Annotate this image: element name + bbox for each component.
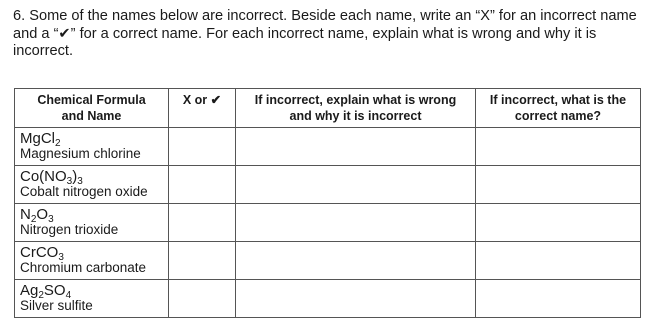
compound-name: Magnesium chlorine	[20, 146, 141, 161]
explain-cell[interactable]	[236, 204, 476, 242]
formula-subscript: 3	[58, 252, 64, 263]
formula-subscript: 4	[65, 290, 72, 301]
explain-cell[interactable]	[236, 128, 476, 166]
mark-cell[interactable]	[169, 128, 236, 166]
mark-cell[interactable]	[169, 242, 236, 280]
table-row	[15, 204, 641, 242]
formula-text: N	[20, 206, 31, 223]
formula-subscript: 3	[77, 176, 83, 187]
correct-name-cell[interactable]	[476, 242, 641, 280]
compound-name: Cobalt nitrogen oxide	[20, 184, 148, 199]
formula-name-cell	[15, 204, 169, 242]
formula-text: O	[36, 206, 49, 223]
header-mark-label: X or ✔	[182, 93, 222, 107]
explain-cell[interactable]	[236, 242, 476, 280]
mark-cell[interactable]	[169, 280, 236, 318]
question-text: 6. Some of the names below are incorrect. Beside each name, write an “X” for an incorrect name and a “✔” for a correct name. For each incorrect name, explain what is wrong and why it is incorrect.	[13, 8, 637, 59]
chemical-formula	[15, 242, 168, 261]
table-row	[15, 128, 641, 166]
explain-cell[interactable]	[236, 166, 476, 204]
formula-text: Co(NO	[20, 168, 67, 185]
explain-cell[interactable]	[236, 280, 476, 318]
header-correct	[476, 89, 641, 128]
table-row	[15, 166, 641, 204]
formula-subscript: 3	[48, 214, 54, 225]
table-row	[15, 280, 641, 318]
formula-name-cell	[15, 242, 169, 280]
header-correct-line1: If incorrect, what is the	[489, 93, 627, 107]
correct-name-cell[interactable]	[476, 128, 641, 166]
formula-text: CrCO	[20, 244, 59, 261]
chemical-formula	[15, 280, 168, 299]
header-formula-name-line2: and Name	[61, 109, 122, 123]
chemical-formula	[15, 166, 168, 185]
formula-subscript: 2	[38, 290, 44, 301]
table-row	[15, 242, 641, 280]
header-explain	[236, 89, 476, 128]
formula-name-cell	[15, 128, 169, 166]
compound-name: Nitrogen trioxide	[20, 222, 119, 237]
header-row	[15, 89, 641, 128]
formula-text: Ag	[20, 282, 39, 299]
formula-text: MgCl	[20, 130, 56, 147]
formula-text: )	[72, 168, 78, 185]
compound-name: Silver sulfite	[20, 298, 93, 313]
correct-name-cell[interactable]	[476, 204, 641, 242]
header-explain-line2: and why it is incorrect	[289, 109, 422, 123]
chemical-formula	[15, 128, 168, 147]
answer-table	[14, 88, 641, 318]
mark-cell[interactable]	[169, 204, 236, 242]
mark-cell[interactable]	[169, 166, 236, 204]
header-formula-name-line1: Chemical Formula	[37, 93, 146, 107]
formula-subscript: 2	[55, 138, 61, 149]
header-explain-line1: If incorrect, explain what is wrong	[254, 93, 457, 107]
formula-name-cell	[15, 280, 169, 318]
header-mark	[169, 89, 236, 128]
formula-subscript: 2	[30, 214, 37, 225]
correct-name-cell[interactable]	[476, 280, 641, 318]
correct-name-cell[interactable]	[476, 166, 641, 204]
chemical-formula	[15, 204, 168, 223]
header-formula-name	[15, 89, 169, 128]
compound-name: Chromium carbonate	[20, 260, 147, 275]
formula-subscript: 3	[66, 176, 73, 187]
formula-name-cell	[15, 166, 169, 204]
header-correct-line2: correct name?	[514, 109, 602, 123]
formula-text: SO	[43, 282, 66, 299]
